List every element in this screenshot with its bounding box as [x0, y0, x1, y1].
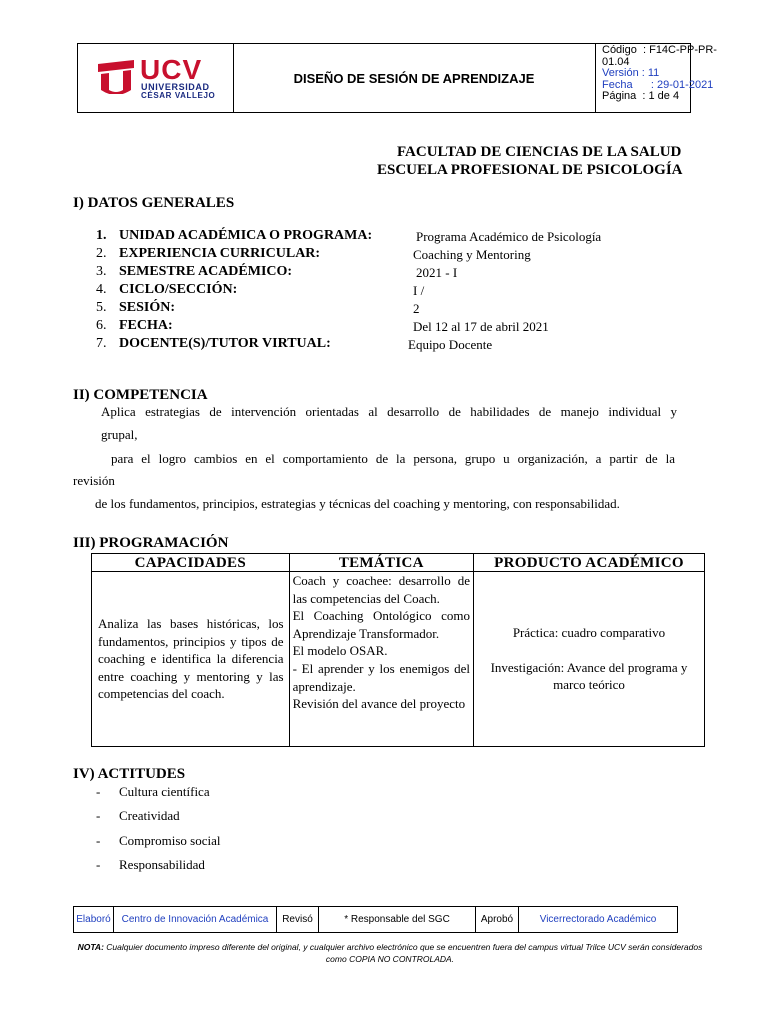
datos-num-5: 5.: [96, 300, 107, 315]
logo-cell: [78, 44, 234, 112]
reviso-label: Revisó: [277, 907, 319, 933]
codigo-value: : F14C-PP-PR-: [642, 44, 717, 56]
tematica-item: El modelo OSAR.: [292, 643, 388, 659]
competencia-line-4: revisión: [73, 473, 115, 488]
pagina-value: : 1 de 4: [642, 90, 680, 102]
document-header: [77, 43, 717, 113]
actitud-label: Compromiso social: [119, 833, 221, 848]
table-header-row: [92, 554, 705, 572]
datos-value-1: Programa Académico de Psicología: [416, 229, 602, 244]
competencia-line-2: grupal,: [101, 427, 138, 442]
capacidades-cell: Analiza las bases históricas, los fundamentos, principios y tipos de coaching e identifica la diferencia entre coaching y mentoring y las competencias del coach.: [92, 572, 290, 747]
list-item: - Creatividad: [96, 808, 180, 823]
codigo-label: Código: [602, 44, 637, 56]
datos-value-7: Equipo Docente: [408, 337, 493, 352]
fecha-value: : 29-01-2021: [650, 78, 714, 91]
ucv-logo-mark-icon: [98, 60, 134, 94]
tematica-item: El Coaching Ontológico como Aprendizaje Transformador.: [292, 608, 470, 641]
tematica-cell: [289, 572, 473, 747]
actitud-label: Cultura científica: [119, 784, 210, 799]
datos-label-2: EXPERIENCIA CURRICULAR:: [119, 246, 321, 261]
section-heading-datos: I) DATOS GENERALES: [73, 195, 235, 211]
datos-value-2: Coaching y Mentoring: [413, 247, 531, 262]
table-row: [92, 572, 705, 747]
fecha-label: Fecha: [602, 78, 633, 91]
list-item: - Cultura científica: [96, 784, 210, 799]
logo-subtitle-2: CÉSAR VALLEJO: [141, 91, 216, 100]
datos-label-6: FECHA:: [119, 318, 173, 333]
table-row: [74, 907, 678, 933]
datos-value-6: Del 12 al 17 de abril 2021: [413, 319, 549, 334]
column-header-producto: PRODUCTO ACADÉMICO: [473, 554, 704, 572]
approval-table: [73, 906, 678, 933]
datos-num-4: 4.: [96, 282, 107, 297]
competencia-line-1: Aplica estrategias de intervención orientadas al desarrollo de habilidades de manejo individual y: [101, 404, 677, 419]
datos-num-6: 6.: [96, 318, 107, 333]
aprobo-label: Aprobó: [476, 907, 519, 933]
actitud-label: Creatividad: [119, 808, 180, 823]
aprobo-value: Vicerrectorado Académico: [519, 907, 678, 933]
section-heading-competencia: II) COMPETENCIA: [73, 387, 208, 403]
producto-item: Investigación: Avance del programa y marco teórico: [490, 659, 688, 693]
reviso-value: * Responsable del SGC: [319, 907, 476, 933]
list-item: - Responsabilidad: [96, 857, 205, 872]
tematica-item: - El aprender y los enemigos del aprendizaje.: [292, 660, 470, 694]
document-meta: [596, 44, 717, 112]
section-heading-actitudes: IV) ACTITUDES: [73, 766, 186, 782]
datos-value-3: 2021 - I: [416, 265, 458, 280]
version-label: Versión: [602, 67, 639, 79]
document-title: DISEÑO DE SESIÓN DE APRENDIZAJE: [233, 44, 596, 112]
list-item: - Compromiso social: [96, 833, 221, 848]
datos-num-1: 1.: [96, 228, 107, 243]
datos-label-4: CICLO/SECCIÓN:: [119, 282, 238, 297]
column-header-tematica: TEMÁTICA: [289, 554, 473, 572]
actitud-label: Responsabilidad: [119, 857, 205, 872]
codigo-value-2: 01.04: [602, 55, 630, 68]
elaboro-value: Centro de Innovación Académica: [114, 907, 277, 933]
note-label: NOTA:: [77, 942, 104, 952]
producto-item: Práctica: cuadro comparativo: [512, 625, 666, 641]
datos-value-4: I /: [413, 283, 425, 298]
column-header-capacidades: CAPACIDADES: [92, 554, 290, 572]
school-name: ESCUELA PROFESIONAL DE PSICOLOGÍA: [377, 162, 683, 178]
competencia-line-3: para el logro cambios en el comportamiento de la persona, grupo u organización, a partir de la: [111, 451, 675, 466]
datos-label-3: SEMESTRE ACADÉMICO:: [119, 264, 293, 279]
datos-num-2: 2.: [96, 246, 107, 261]
datos-num-3: 3.: [96, 264, 107, 279]
section-heading-programacion: III) PROGRAMACIÓN: [73, 535, 229, 551]
datos-value-5: 2: [413, 301, 420, 316]
logo-text: UCV: [140, 54, 203, 85]
faculty-name: FACULTAD DE CIENCIAS DE LA SALUD: [397, 144, 682, 160]
logo-subtitle: UNIVERSIDAD: [141, 82, 210, 92]
datos-num-7: 7.: [96, 336, 107, 351]
datos-label-5: SESIÓN:: [119, 300, 176, 315]
programacion-table: [91, 553, 705, 747]
tematica-item: Coach y coachee: desarrollo de las competencias del Coach.: [292, 573, 470, 606]
competencia-line-5: de los fundamentos, principios, estrategias y técnicas del coaching y mentoring, con responsabilidad.: [95, 496, 620, 511]
datos-label-7: DOCENTE(S)/TUTOR VIRTUAL:: [119, 336, 331, 351]
footer-note: [70, 941, 710, 965]
tematica-item: Revisión del avance del proyecto: [292, 696, 466, 712]
elaboro-label: Elaboró: [74, 907, 114, 933]
datos-label-1: UNIDAD ACADÉMICA O PROGRAMA:: [119, 228, 373, 243]
version-value: : 11: [641, 67, 660, 79]
note-text: Cualquier documento impreso diferente del original, y cualquier archivo electrónico que se encuentren fuera del campus virtual Trilce UCV serán considerados como COPIA NO CONTROLADA.: [103, 942, 703, 964]
producto-cell: [473, 572, 704, 747]
pagina-label: Página: [602, 90, 637, 102]
